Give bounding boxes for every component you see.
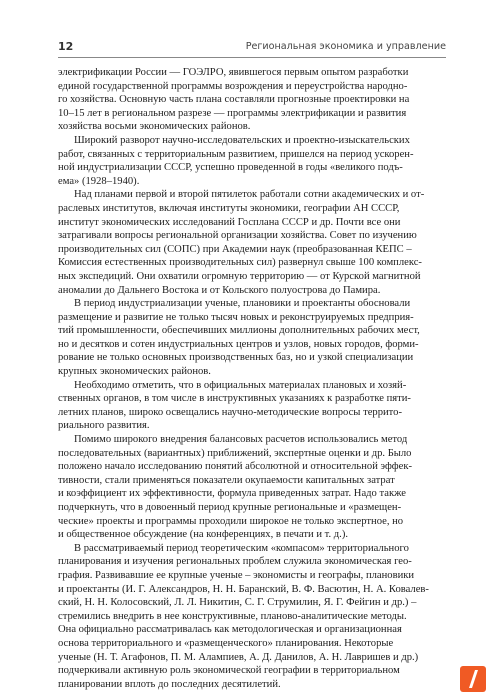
text-line: размещение и развитие не только тысяч новых и реконструируемых предприя-: [58, 311, 414, 323]
text-line: ский, Н. Н. Колосовский, Л. Л. Никитин, С. Г. Струмилин, Я. Г. Фейгин и др.) –: [58, 597, 417, 609]
text-line: аномалии до Дальнего Востока и от Кольского полуострова до Памира.: [58, 284, 381, 296]
text-line: Широкий разворот научно-исследовательских и проектно-изыскательских: [74, 134, 410, 146]
paragraph: [58, 433, 446, 542]
text-line: раслевых институтов, включая институты экономики, географии АН СССР,: [58, 202, 400, 214]
text-line: В период индустриализации ученые, плановики и проектанты обосновали: [74, 298, 411, 310]
text-line: ема» (1928–1940).: [58, 175, 140, 187]
text-line: и общественное обсуждение (на конференциях, в печати и т. д.).: [58, 529, 349, 541]
text-line: го хозяйства. Основную часть плана составляли прогнозные проектировки на: [58, 94, 410, 106]
paragraph: [58, 188, 446, 297]
text-line: В рассматриваемый период теоретическим «компасом» территориального: [74, 542, 409, 554]
running-title: Региональная экономика и управление: [245, 41, 446, 52]
text-line: затрагивали вопросы региональной организации хозяйства. Совет по изучению: [58, 230, 417, 242]
text-line: институт экономических исследований Госплана СССР и др. Почти все они: [58, 216, 401, 228]
text-line: последовательных (вариантных) приближений, экспертные оценки и др. Было: [58, 447, 412, 459]
header-rule: [58, 57, 446, 58]
page-header: [58, 40, 446, 54]
text-line: ных экспедиций. Они охватили огромную территорию — от Курской магнитной: [58, 270, 421, 282]
paragraph: [58, 297, 446, 379]
text-line: хозяйства восьми экономических районов.: [58, 121, 251, 133]
page-number: 12: [58, 40, 74, 53]
text-line: крупных экономических районов.: [58, 366, 211, 378]
text-line: летних планов, широко освещались научно-методические вопросы террито-: [58, 406, 402, 418]
paragraph: [58, 134, 446, 188]
text-line: тий промышленности, обеспечивших миллионы дополнительных рабочих мест,: [58, 325, 420, 337]
text-line: положено начало исследованию понятий абсолютной и относительной эффек-: [58, 461, 413, 473]
text-line: Она официально рассматривалась как методологическая и организационная: [58, 624, 402, 636]
text-line: стремились внедрить в нее конструктивные, планово-аналитические методы.: [58, 610, 407, 622]
text-line: риального развития.: [58, 420, 150, 432]
text-line: подчеркивали активную роль экономической географии в территориальном: [58, 665, 400, 677]
text-line: 10–15 лет в региональном разрезе — программы электрификации и развития: [58, 107, 407, 119]
text-line: но и десятков и сотен индустриальных центров и узлов, новых городов, форми-: [58, 338, 419, 350]
text-line: планировании вплоть до последних десятилетий.: [58, 678, 281, 690]
text-line: ной индустриализации СССР, успешно проведенной в годы «великого подъ-: [58, 162, 403, 174]
text-line: ственных органов, в том числе в инструктивных указаниях к разработке пяти-: [58, 393, 411, 405]
text-line: и проектанты (И. Г. Александров, Н. Н. Баранский, В. Ф. Васютин, Н. А. Ковалев-: [58, 583, 429, 595]
text-line: ческие» проекты и программы проходили широкое не только экспертное, но: [58, 515, 404, 527]
text-line: Комиссия естественных производительных сил) развернул свыше 100 комплекс-: [58, 257, 422, 269]
text-line: Помимо широкого внедрения балансовых расчетов использовались метод: [74, 434, 408, 446]
body-text: [58, 66, 446, 691]
text-line: электрификации России — ГОЭЛРО, явившегося первым опытом разработки: [58, 67, 409, 78]
text-line: графия. Развивавшие ее крупные ученые – экономисты и географы, плановики: [58, 569, 415, 581]
publisher-logo-icon: [460, 666, 486, 692]
text-line: ученые (Н. Т. Агафонов, П. М. Алампиев, А. Д. Данилов, А. Н. Лавришев и др.): [58, 651, 419, 663]
text-line: Необходимо отметить, что в официальных материалах плановых и хозяй-: [74, 379, 407, 391]
text-line: тивности, стали применяться показатели окупаемости капитальных затрат: [58, 474, 395, 486]
paragraph: [58, 379, 446, 433]
text-line: рование не только основных производственных баз, но и узкой специализации: [58, 352, 414, 364]
text-line: единой государственной программы возрождения и переустройства народно-: [58, 80, 408, 92]
text-line: планирования и изучения региональных проблем служила экономическая гео-: [58, 556, 412, 568]
text-line: основа территориального и «размещенческого» планирования. Некоторые: [58, 637, 394, 649]
paragraph: [58, 66, 446, 134]
text-line: Над планами первой и второй пятилеток работали сотни академических и от-: [74, 189, 425, 201]
text-line: работ, связанных с территориальным развитием, пришелся на период ускорен-: [58, 148, 414, 160]
text-line: производительных сил (СОПС) при Академии наук (преобразованная КЕПС –: [58, 243, 412, 255]
text-line: подчеркнуть, что в довоенный период крупные региональные и «размещен-: [58, 502, 402, 513]
paragraph: [58, 542, 446, 692]
text-line: и коэффициент их эффективности, формула приведенных затрат. Надо также: [58, 488, 406, 500]
